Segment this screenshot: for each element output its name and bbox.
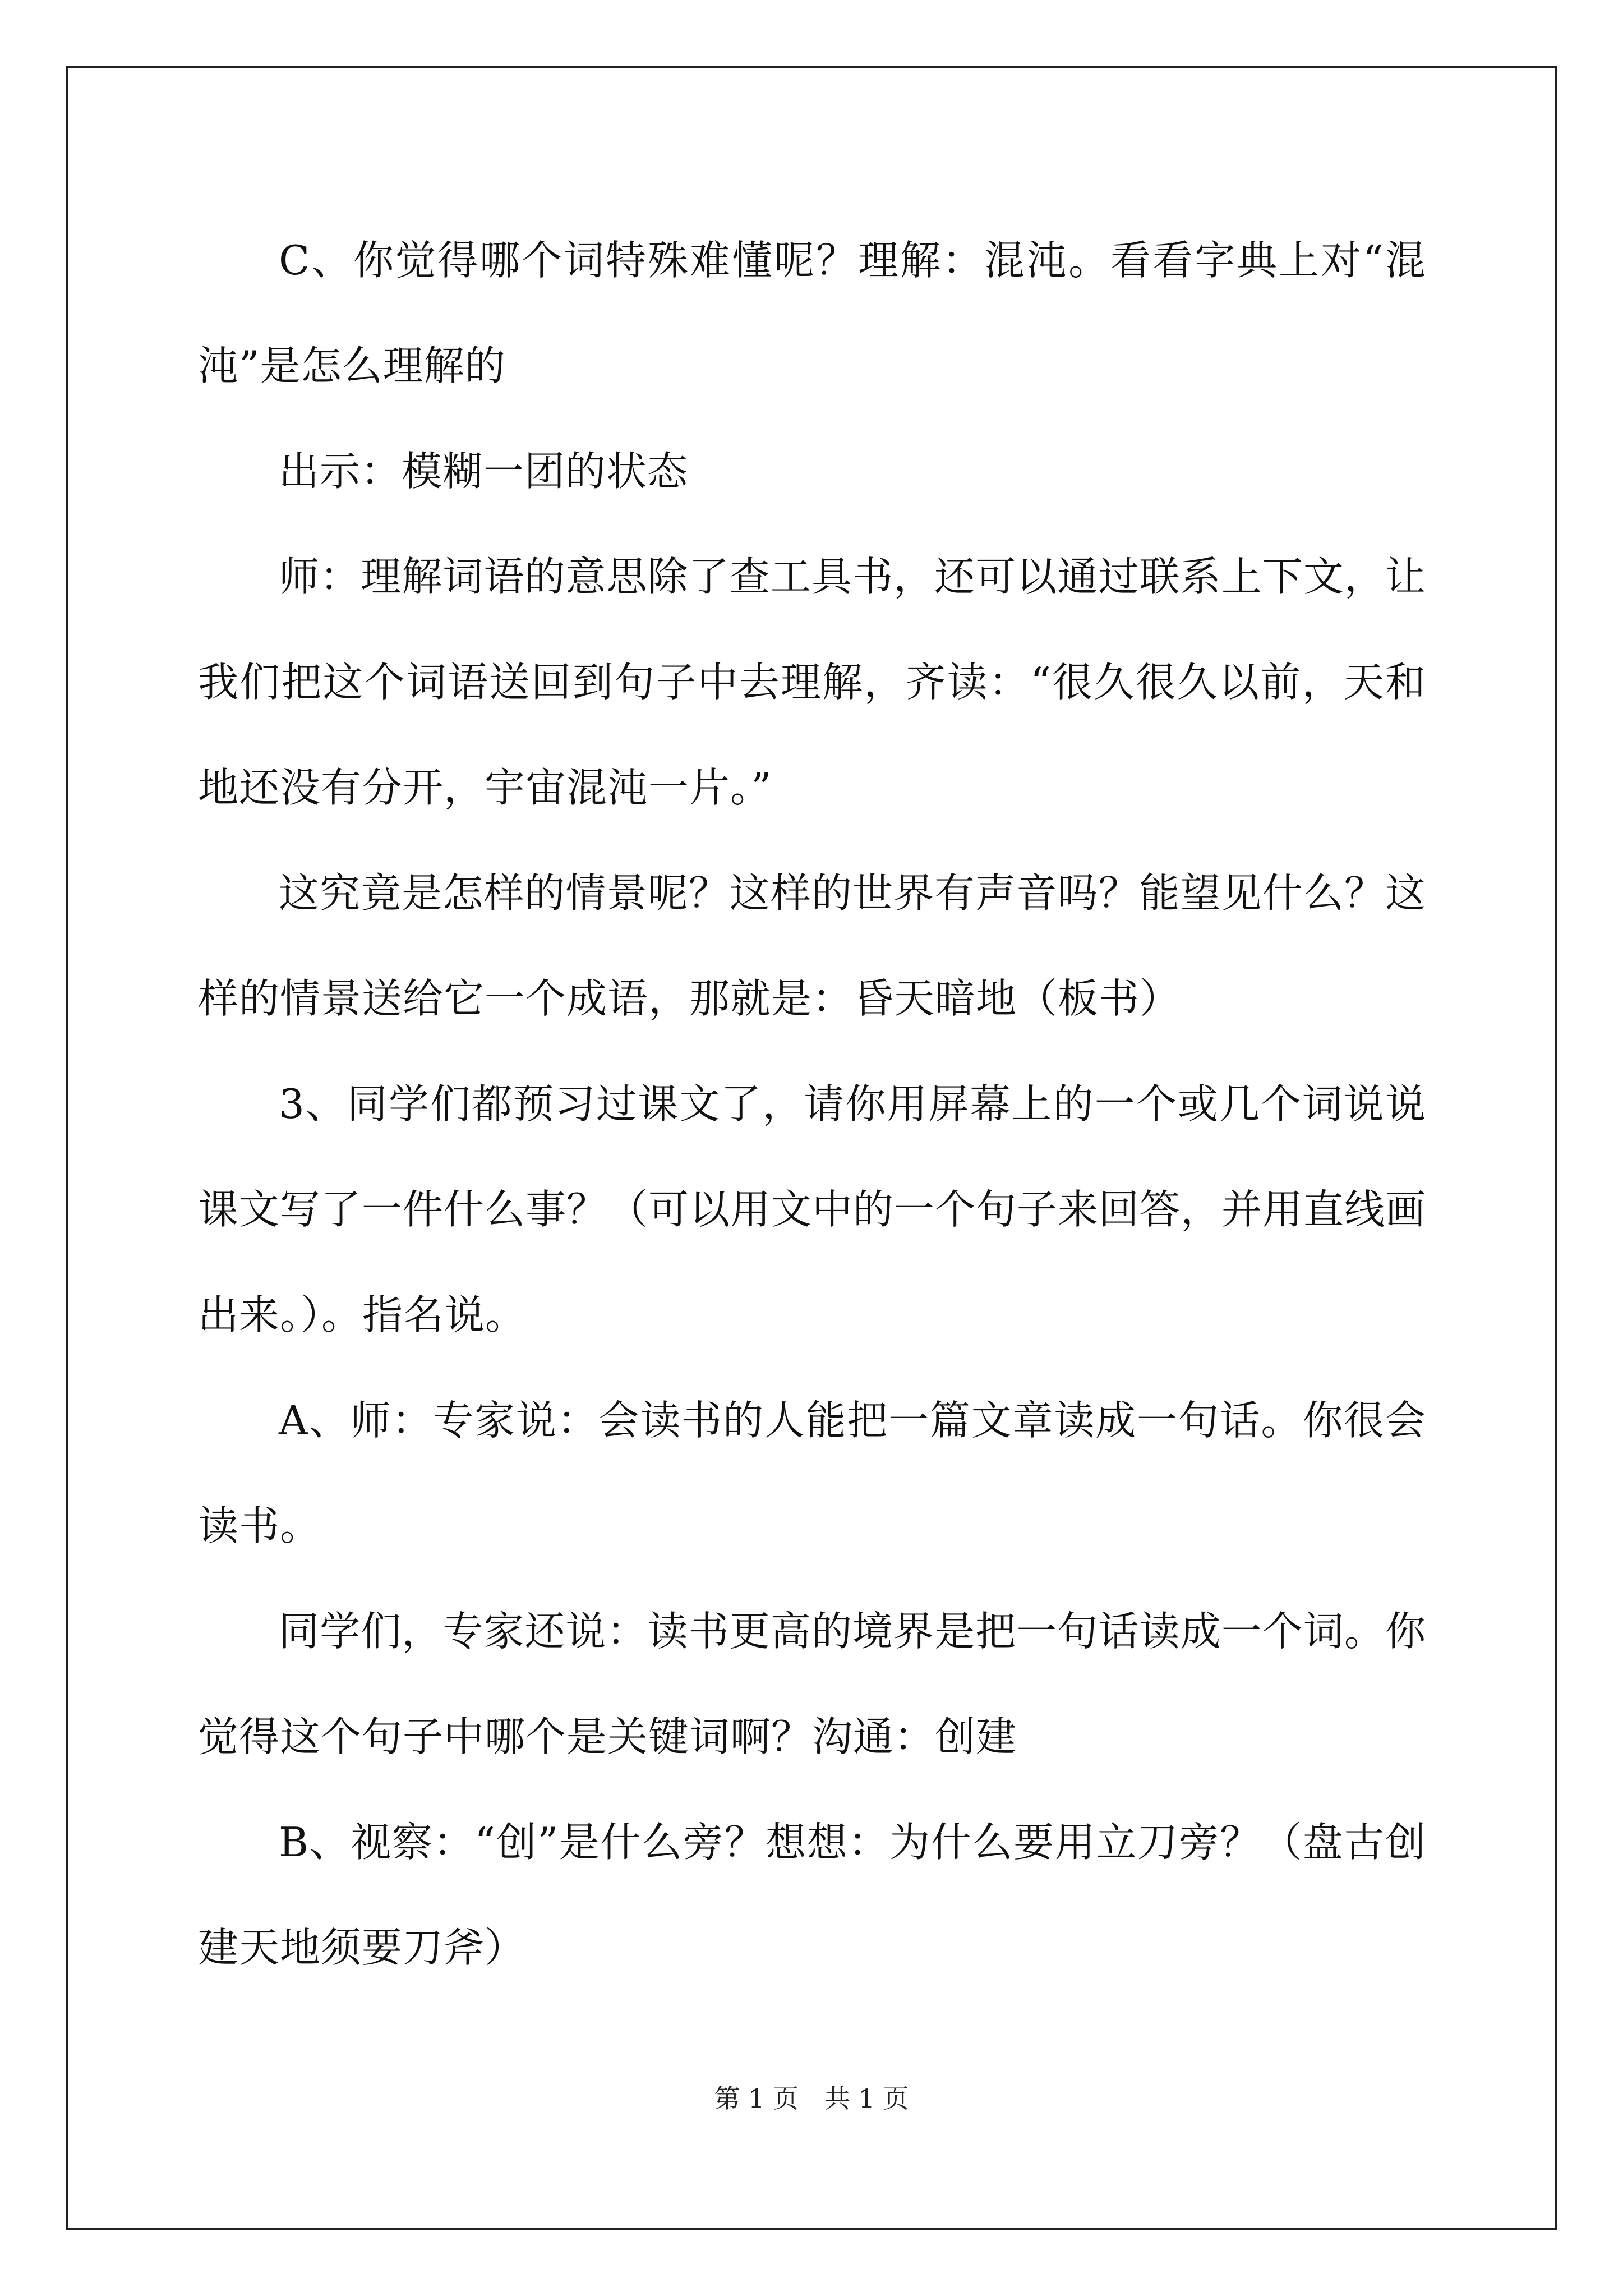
page-footer: 第 1 页 共 1 页 <box>714 2083 909 2114</box>
paragraph: 师：理解词语的意思除了查工具书，还可以通过联系上下文，让我们把这个词语送回到句子中去理解，齐读：“很久很久以前，天和地还没有分开，宇宙混沌一片。” <box>198 553 1426 811</box>
paragraph: 出示：模糊一团的状态 <box>279 448 689 495</box>
paragraph: B、视察：“创”是什么旁？想想：为什么要用立刀旁？（盘古创建天地须要刀斧） <box>198 1819 1426 1971</box>
paragraph: 这究竟是怎样的情景呢？这样的世界有声音吗？能望见什么？这样的情景送给它一个成语，那就是：昏天暗地（板书） <box>198 869 1426 1022</box>
paragraph: 3、同学们都预习过课文了，请你用屏幕上的一个或几个词说说课文写了一件什么事？（可以用文中的一个句子来回答，并用直线画出来。）。指名说。 <box>198 1080 1427 1338</box>
paragraph: A、师：专家说：会读书的人能把一篇文章读成一句话。你很会读书。 <box>198 1397 1426 1549</box>
paragraph: C、你觉得哪个词特殊难懂呢？理解：混沌。看看字典上对“混沌”是怎么理解的 <box>198 237 1426 389</box>
document-body <box>198 208 1426 2000</box>
paragraph: 同学们，专家还说：读书更高的境界是把一句话读成一个词。你觉得这个句子中哪个是关键词啊？沟通：创建 <box>198 1608 1426 1760</box>
